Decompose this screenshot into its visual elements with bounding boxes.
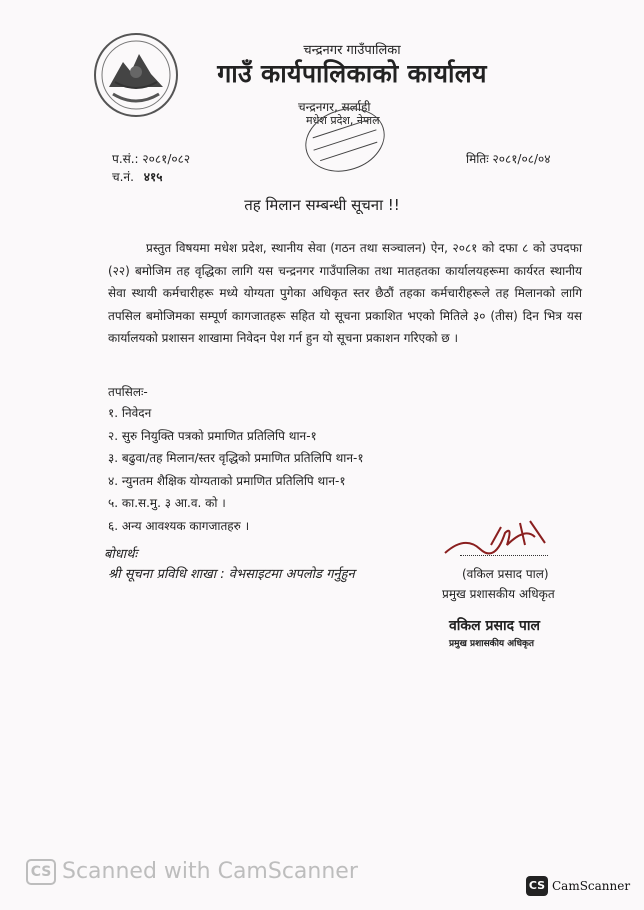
chalani-label: च.नं. xyxy=(112,170,134,184)
notice-date: मितिः २०८१/०८/०४ xyxy=(466,152,551,166)
signature-line xyxy=(460,555,548,556)
list-item: १. निवेदन xyxy=(108,406,152,420)
office-stamp-icon xyxy=(290,98,400,182)
municipality-name: चन्द्रनगर गाउँपालिका xyxy=(303,43,401,58)
stamp-name: वकिल प्रसाद पाल xyxy=(449,618,540,634)
list-item: ६. अन्य आवश्यक कागजातहरु । xyxy=(108,518,250,533)
list-item: ३. बढुवा/तह मिलान/स्तर वृद्धिको प्रमाणित प्रतिलिपि थान-१ xyxy=(108,451,364,465)
tapsil-list xyxy=(108,402,364,537)
chalani-value: ४१५ xyxy=(143,170,163,184)
list-item: ५. का.स.मु. ३ आ.व. को । xyxy=(108,496,226,510)
chalani-number xyxy=(112,168,162,185)
camscanner-badge xyxy=(526,876,630,896)
address-line-2: मधेश प्रदेश, नेपाल xyxy=(306,114,380,127)
signatory-name: (वकिल प्रसाद पाल) xyxy=(462,567,549,581)
camscanner-logo-icon: CS xyxy=(26,859,56,885)
notice-subject: तह मिलान सम्बन्धी सूचना !! xyxy=(244,196,400,214)
tapsil-heading: तपसिलः- xyxy=(108,385,148,399)
list-item: ४. न्युनतम शैक्षिक योग्यताको प्रमाणित प्रतिलिपि थान-१ xyxy=(108,473,346,488)
patra-sankhya: प.सं.: २०८१/०८२ xyxy=(112,152,191,166)
signatory-designation: प्रमुख प्रशासकीय अधिकृत xyxy=(442,587,555,601)
notice-body: प्रस्तुत विषयमा मधेश प्रदेश, स्थानीय सेवा (गठन तथा सञ्चालन) ऐन, २०८१ को दफा ८ को उपदफा (२२) बमोजिम तह वृद्धिका लागि यस चन्द्रनगर गाउँपालिका तथा मातहतका कार्यालयहरूमा कार्यरत स्थानीय सेवा स्थायी कर्मचारीहरू मध्ये योग्यता पुगेका अधिकृत स्तर छैठौं तहका कर्मचारीहरूले तह मिलानको लागि तपसिल बमोजिमका सम्पूर्ण कागजातहरू सहित यो सूचना प्रकाशित भएको मितिले ३० (तीस) दिन भित्र यस कार्यालयको प्रशासन शाखामा निवेदन पेश गर्न हुन यो सूचना प्रकाशन गरिएको छ । xyxy=(108,241,582,345)
address-line-1: चन्द्रनगर, सर्लाही xyxy=(298,100,371,114)
list-item: २. सुरु नियुक्ति पत्रको प्रमाणित प्रतिलिपि थान-१ xyxy=(108,428,317,443)
camscanner-text: CamScanner xyxy=(552,879,631,893)
signature-icon xyxy=(435,515,555,565)
note-heading: बोधार्थः xyxy=(104,547,138,562)
scanned-watermark: Scanned with CamScanner xyxy=(62,859,358,884)
stamp-designation: प्रमुख प्रशासकीय अधिकृत xyxy=(449,639,535,649)
office-title: गाउँ कार्यपालिकाको कार्यालय xyxy=(217,59,487,88)
camscanner-icon: CS xyxy=(526,876,548,896)
note-line: श्री सूचना प्रविधि शाखा : वेभसाइटमा अपलोड गर्नुहुन xyxy=(108,567,355,582)
